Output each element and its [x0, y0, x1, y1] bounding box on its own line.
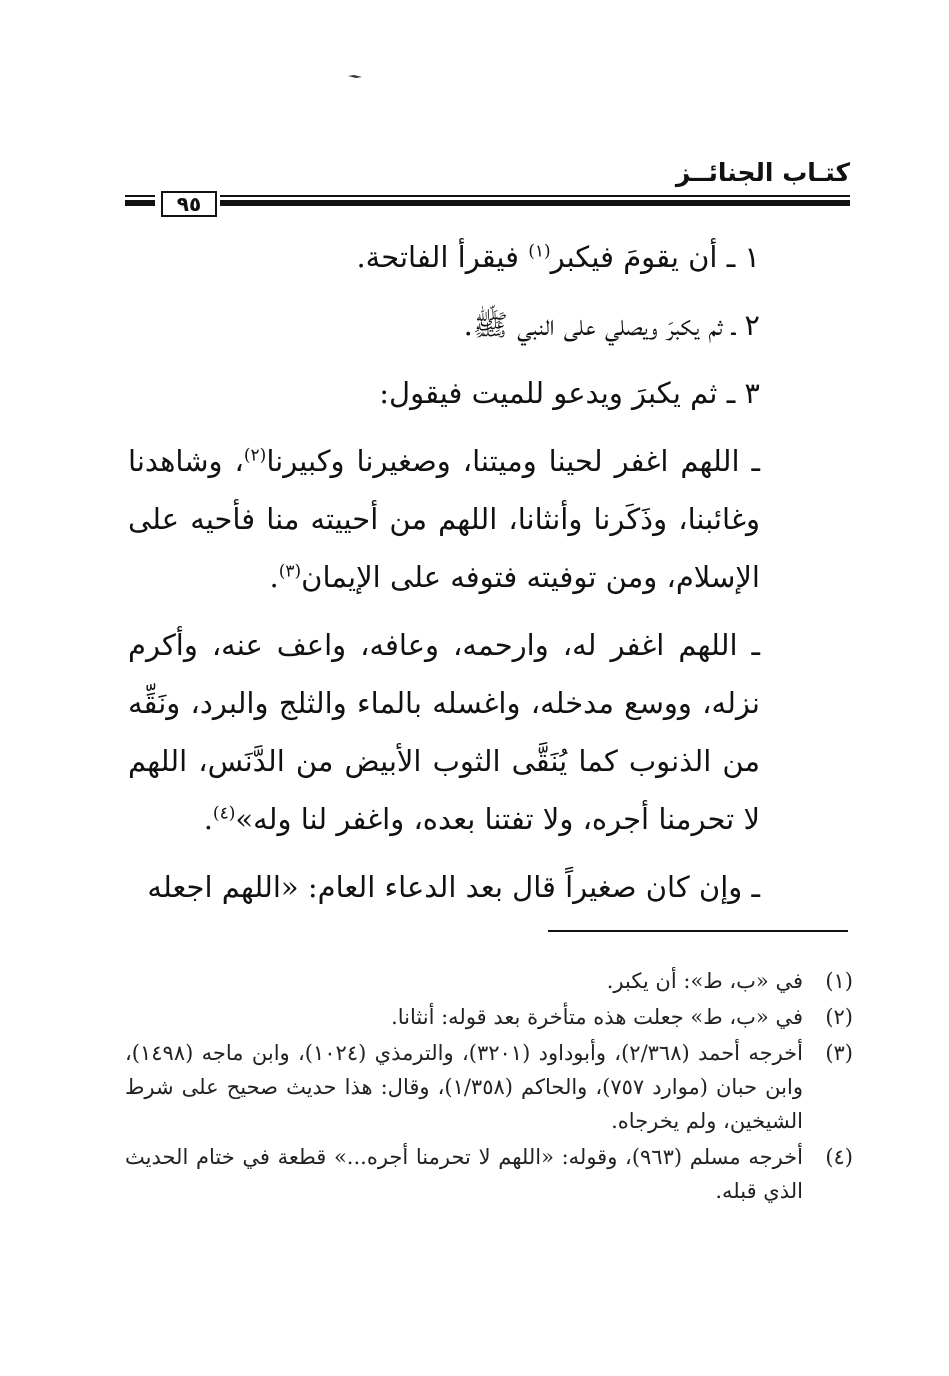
footnote-number: (٣)	[825, 1041, 853, 1065]
paragraph-2: ٢ ـ ثم يكبرَ ويصلي على النبي ﷺ.	[463, 308, 760, 342]
paragraph-4: ـ اللهم اغفر لحينا وميتنا، وصغيرنا وكبيرنا$^{(٢)}$، وشاهدنا وغائبنا، وذَكَرنا وأنثانا، اللهم من أحييته منا فأحيه على الإسلام، ومن توفيته فتوفه على الإيمان$^{(٣)}$.	[128, 444, 760, 594]
header-rule-stub-thin	[125, 195, 155, 197]
footnotes	[125, 962, 853, 1210]
footnote-ref-2: (٢)	[243, 445, 267, 466]
footnote-ref-3: (٣)	[278, 561, 302, 582]
footnote-ref-1: (١)	[528, 241, 551, 262]
scan-speck	[348, 74, 362, 79]
main-text	[128, 228, 760, 916]
footnote-ref-4: (٤)	[212, 803, 236, 824]
footnote-item	[125, 1140, 853, 1208]
footnote-number: (٢)	[825, 1005, 853, 1029]
footnote-number: (١)	[825, 969, 853, 993]
footnote-text: في «ب، ط» جعلت هذه متأخرة بعد قوله: أنثانا.	[391, 1005, 803, 1029]
footnote-number: (٤)	[825, 1145, 853, 1169]
paragraph-5: ـ اللهم اغفر له، وارحمه، وعافه، واعف عنه، وأكرم نزله، ووسع مدخله، واغسله بالماء والثلج والبرد، ونَقِّه من الذنوب كما يُنَقَّى الثوب الأبيض من الدَّنَس، اللهم لا تحرمنا أجره، ولا تفتنا بعده، واغفر لنا وله»$^{(٤)}$.	[128, 628, 760, 836]
footnote-text: أخرجه أحمد (٢/٣٦٨)، وأبوداود (٣٢٠١)، والترمذي (١٠٢٤)، وابن ماجه (١٤٩٨)، وابن حبان (موارد ٧٥٧)، والحاكم (١/٣٥٨)، وقال: هذا حديث صحيح على شرط الشيخين، ولم يخرجاه.	[125, 1041, 803, 1133]
chapter-title: كتـاب الجنائــز	[675, 158, 850, 187]
footnote-text: أخرجه مسلم (٩٦٣)، وقوله: «اللهم لا تحرمنا أجره...» قطعة في ختام الحديث الذي قبله.	[125, 1145, 803, 1203]
page-header	[125, 158, 850, 218]
footnote-item	[125, 1000, 853, 1034]
footnote-item	[125, 1036, 853, 1138]
paragraph-6: ـ وإن كان صغيراً قال بعد الدعاء العام: «اللهم اجعله	[147, 870, 760, 904]
header-rule-thick	[220, 200, 850, 206]
footnote-item	[125, 964, 853, 998]
footnote-separator	[548, 930, 848, 932]
paragraph-3: ٣ ـ ثم يكبرَ ويدعو للميت فيقول:	[379, 376, 760, 410]
page-number: ٩٥	[161, 191, 217, 217]
header-rule-thin	[220, 195, 850, 197]
paragraph-1: ١ ـ أن يقومَ فيكبر$^{(١)}$ فيقرأ الفاتحة.	[356, 240, 760, 274]
header-rule-stub	[125, 200, 155, 206]
footnote-text: في «ب، ط»: أن يكبر.	[606, 969, 803, 993]
